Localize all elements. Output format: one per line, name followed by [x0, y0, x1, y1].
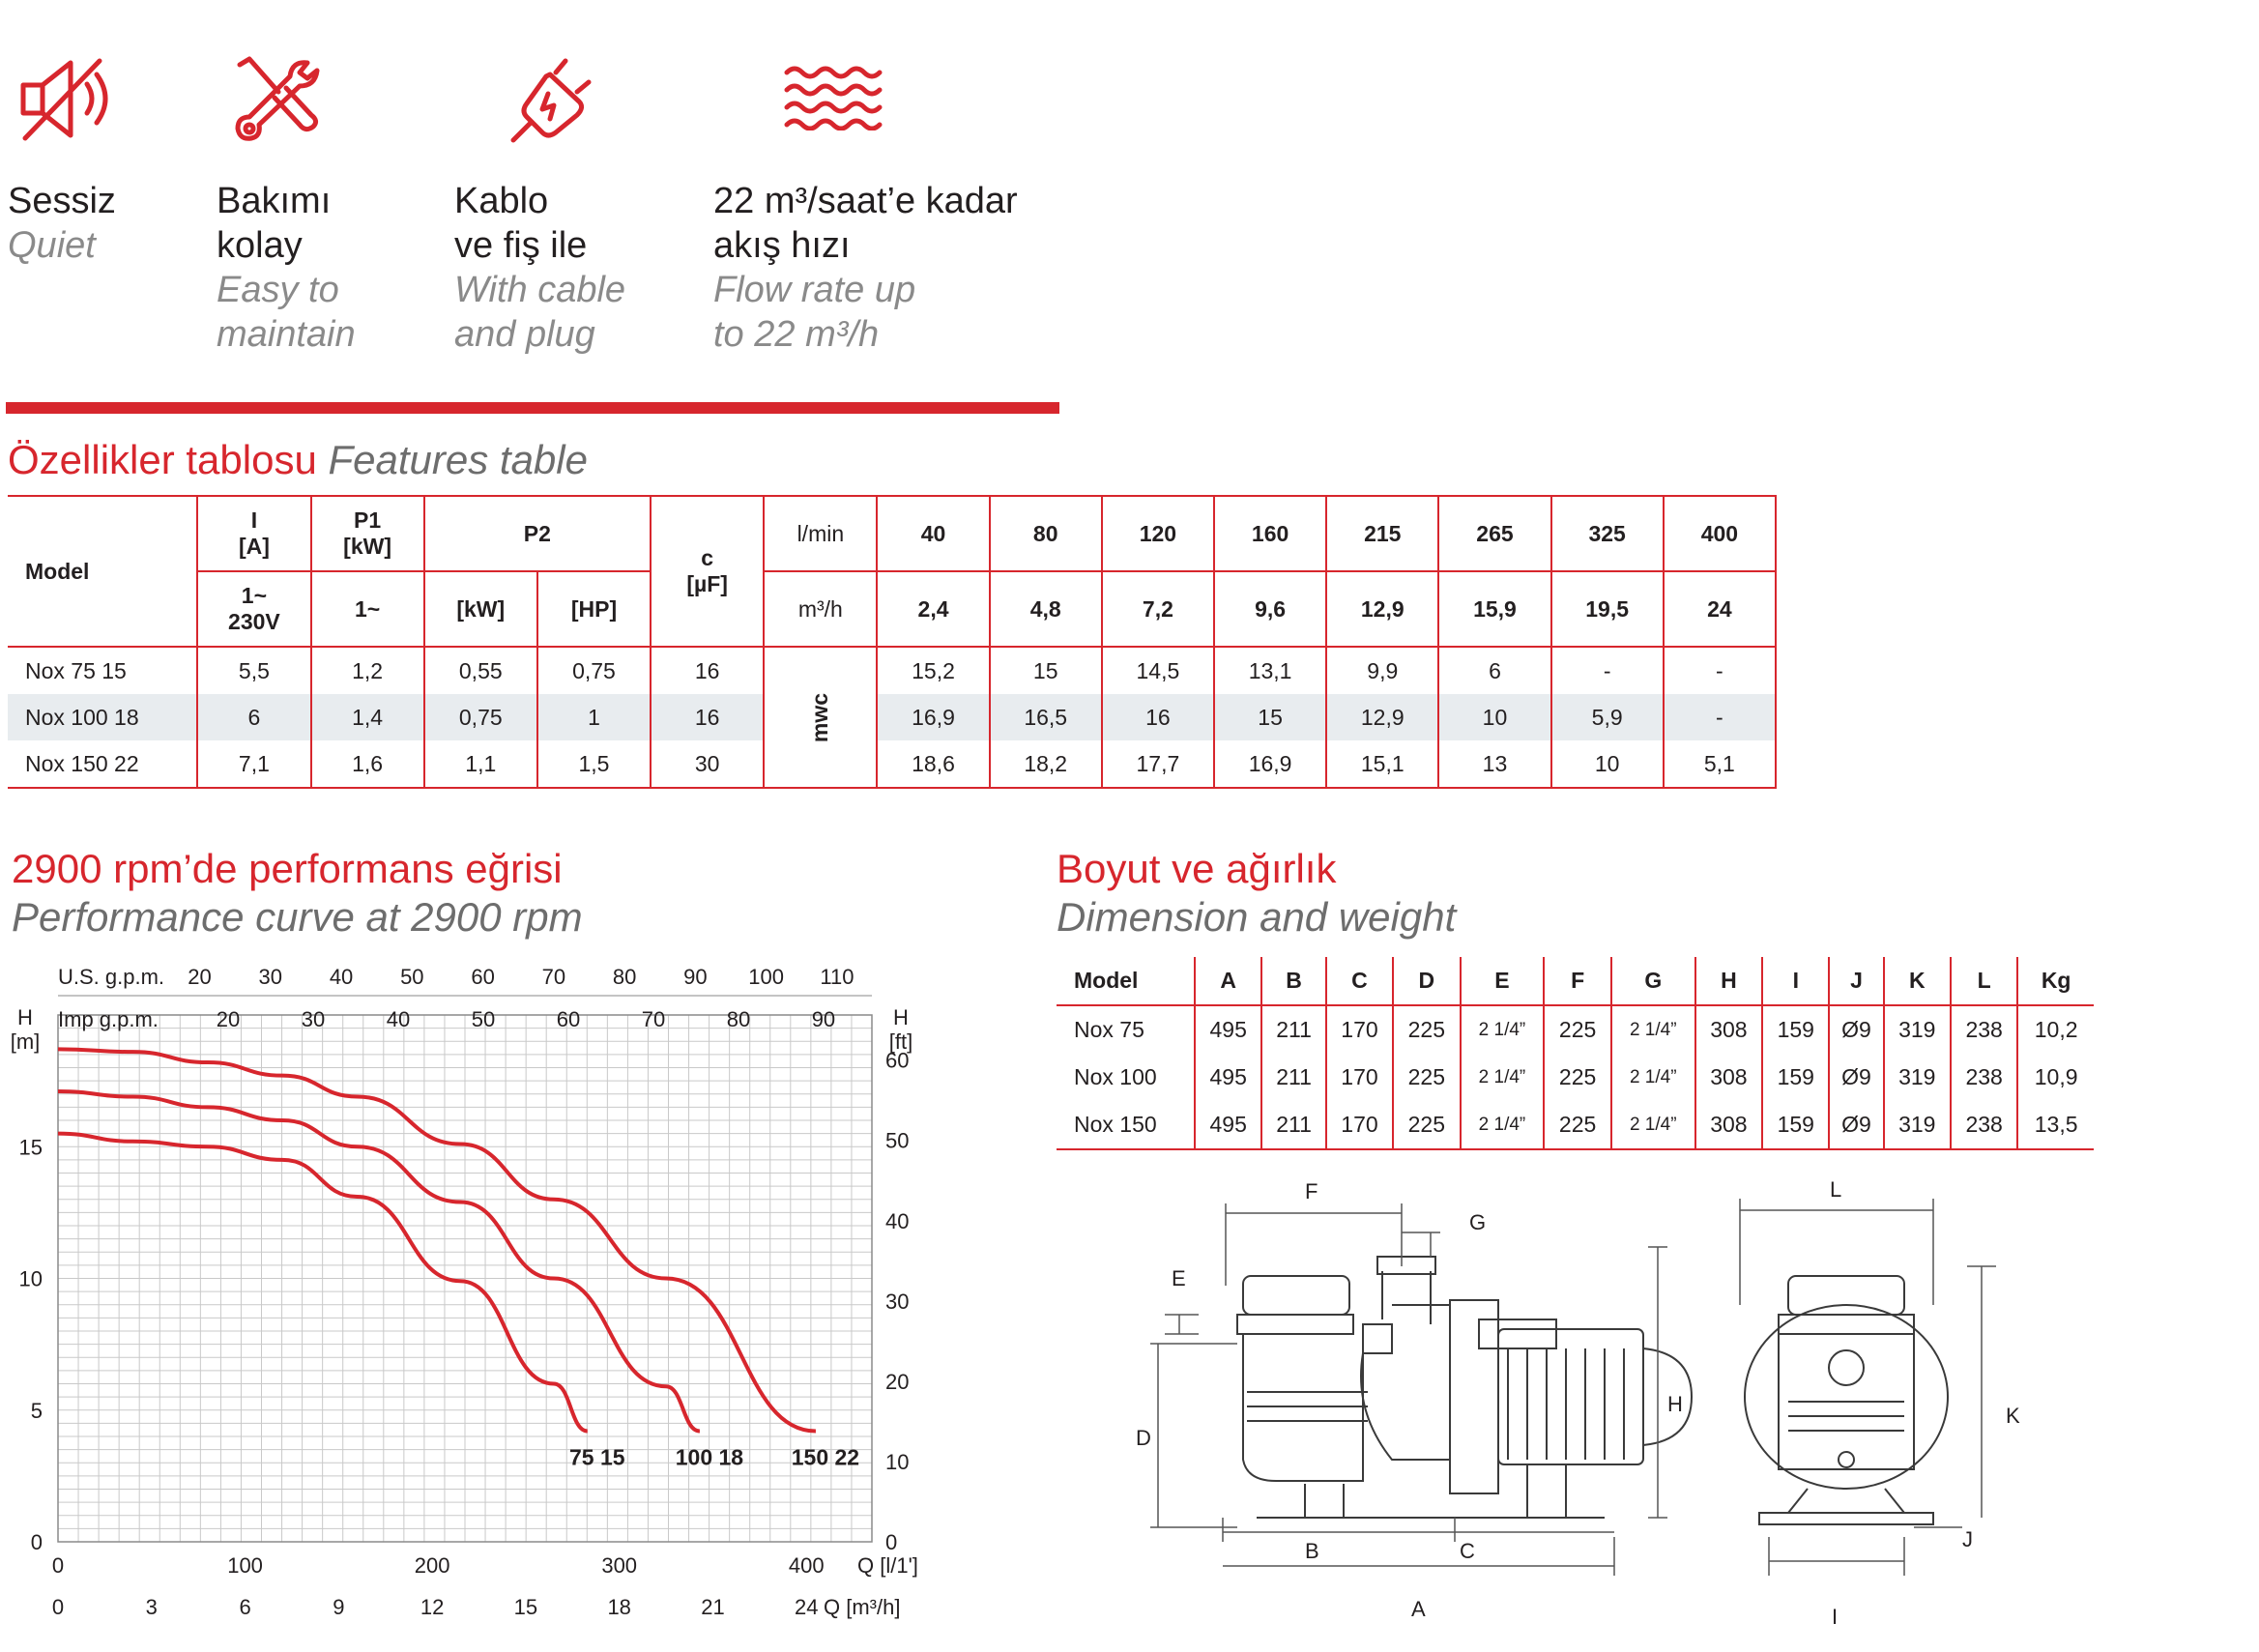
dim-cell: 211	[1261, 1101, 1325, 1149]
dim-header: I	[1762, 957, 1829, 1005]
row-model: Nox 100 18	[8, 694, 197, 740]
dim-cell: 159	[1762, 1101, 1829, 1149]
row-head: 18,2	[990, 740, 1102, 788]
usgpm-tick-label: 20	[188, 965, 212, 989]
label-e: E	[1172, 1266, 1186, 1290]
feature-easy-maintain	[217, 179, 356, 357]
row-head: 12,9	[1326, 694, 1438, 740]
row-hp: 0,75	[537, 647, 651, 694]
series-line	[58, 1049, 816, 1431]
dim-cell: 308	[1695, 1101, 1762, 1149]
row-p1: 1,2	[311, 647, 424, 694]
dim-header: D	[1393, 957, 1460, 1005]
flow-m3h: 12,9	[1326, 571, 1438, 647]
feature-tr-line: ve fiş ile	[454, 225, 588, 266]
y2-tick-label: 30	[885, 1289, 910, 1314]
feature-tr-line: 22 m³/saat’e kadar	[713, 181, 1018, 221]
dim-header: A	[1195, 957, 1261, 1005]
table-row	[1057, 1101, 2094, 1149]
muted-speaker-icon	[17, 53, 119, 145]
m3h-tick-label: 6	[239, 1595, 251, 1619]
x-tick-label: 100	[227, 1553, 263, 1578]
tools-icon	[232, 53, 324, 145]
row-head: 13	[1438, 740, 1550, 788]
dim-cell: 319	[1884, 1005, 1951, 1054]
usgpm-tick-label: 30	[258, 965, 283, 989]
flow-lmin: 120	[1102, 496, 1214, 571]
header-p1	[311, 496, 424, 571]
header-capacitor	[651, 496, 764, 647]
dim-cell: 495	[1195, 1005, 1261, 1054]
table-row	[1057, 1054, 2094, 1101]
y-tick-label: 0	[30, 1530, 43, 1554]
usgpm-tick-label: 80	[612, 965, 637, 989]
dim-cell: 225	[1544, 1101, 1610, 1149]
header-current	[197, 496, 310, 571]
row-hp: 1	[537, 694, 651, 740]
dim-cell: 211	[1261, 1054, 1325, 1101]
flow-m3h: 15,9	[1438, 571, 1550, 647]
row-current: 6	[197, 694, 310, 740]
m3h-tick-label: 0	[51, 1595, 65, 1619]
dim-cell: 170	[1326, 1005, 1393, 1054]
y2-tick-label: 10	[885, 1449, 910, 1474]
pump-dimension-drawing	[1112, 1170, 2088, 1643]
label-b: B	[1305, 1539, 1319, 1563]
header-current-sub1: 1~	[241, 583, 268, 608]
usgpm-tick-label: 110	[820, 965, 854, 989]
x-tick-label: 0	[51, 1553, 65, 1578]
feature-en-line: Quiet	[8, 225, 96, 266]
water-waves-icon	[783, 63, 884, 130]
performance-chart	[0, 957, 967, 1652]
impgpm-tick-label: 70	[641, 1007, 666, 1031]
flow-lmin: 160	[1214, 496, 1326, 571]
performance-title-tr: 2900 rpm’de performans eğrisi	[12, 846, 563, 891]
dim-cell: 2 1/4”	[1611, 1005, 1695, 1054]
label-j: J	[1962, 1527, 1973, 1551]
y2-tick-label: 50	[885, 1128, 910, 1153]
header-lmin: l/min	[764, 496, 877, 571]
m3h-axis-label: Q [m³/h]	[824, 1595, 901, 1619]
usgpm-tick-label: 60	[471, 965, 495, 989]
dim-cell: Nox 100	[1074, 1064, 1157, 1089]
y2-axis-label: H	[893, 1005, 909, 1029]
features-table	[8, 495, 1777, 789]
dim-cell: 211	[1261, 1005, 1325, 1054]
dim-cell: 238	[1951, 1005, 2017, 1054]
impgpm-tick-label: 50	[471, 1007, 496, 1031]
dimension-lines	[1150, 1199, 1996, 1576]
row-hp: 1,5	[537, 740, 651, 788]
series-label: 75 15	[569, 1444, 625, 1470]
x-tick-label: 400	[788, 1553, 825, 1578]
dim-cell: 225	[1544, 1005, 1610, 1054]
dim-cell: 225	[1544, 1054, 1610, 1101]
y2-tick-label: 40	[885, 1208, 910, 1233]
row-head: -	[1664, 647, 1776, 694]
header-current-label: I	[250, 507, 258, 533]
row-head: 15	[1214, 694, 1326, 740]
dim-header: L	[1951, 957, 2017, 1005]
header-p1-sub: 1~	[311, 571, 424, 647]
dim-cell: 225	[1393, 1005, 1460, 1054]
impgpm-tick-label: 20	[216, 1007, 241, 1031]
dim-cell: 2 1/4”	[1461, 1005, 1545, 1054]
dim-cell: 2 1/4”	[1461, 1101, 1545, 1149]
row-kw: 0,75	[424, 694, 537, 740]
row-kw: 0,55	[424, 647, 537, 694]
label-f: F	[1305, 1179, 1318, 1203]
dim-cell: 319	[1884, 1054, 1951, 1101]
m3h-tick-label: 3	[145, 1595, 158, 1619]
y2-tick-label: 0	[885, 1530, 898, 1554]
label-c: C	[1460, 1539, 1475, 1563]
impgpm-axis-label: Imp g.p.m.	[58, 1007, 159, 1031]
row-head: 15	[990, 647, 1102, 694]
dim-header: J	[1829, 957, 1883, 1005]
header-capacitor-label: c	[701, 545, 714, 570]
usgpm-axis-label: U.S. g.p.m.	[58, 965, 165, 989]
feature-flow-rate	[713, 179, 1018, 357]
label-a: A	[1411, 1597, 1426, 1621]
row-head: 10	[1438, 694, 1550, 740]
features-title-tr: Özellikler tablosu	[8, 437, 317, 482]
feature-en-line: maintain	[217, 314, 356, 355]
features-table-title	[8, 437, 588, 483]
row-head: 15,1	[1326, 740, 1438, 788]
dim-header: H	[1695, 957, 1762, 1005]
performance-title-en: Performance curve at 2900 rpm	[12, 894, 583, 940]
usgpm-tick-label: 100	[748, 965, 784, 989]
row-head: 13,1	[1214, 647, 1326, 694]
row-capacitor: 16	[651, 694, 764, 740]
header-current-sub	[197, 571, 310, 647]
feature-en-line: and plug	[454, 314, 595, 355]
y-tick-label: 5	[30, 1398, 43, 1423]
usgpm-tick-label: 50	[400, 965, 424, 989]
dim-cell: 308	[1695, 1005, 1762, 1054]
dim-header: G	[1611, 957, 1695, 1005]
dim-cell: 308	[1695, 1054, 1762, 1101]
row-head: 10	[1551, 740, 1664, 788]
row-head: 6	[1438, 647, 1550, 694]
dim-cell: 170	[1326, 1054, 1393, 1101]
x-tick-label: 200	[414, 1553, 450, 1578]
dim-header: Kg	[2017, 957, 2094, 1005]
table-row	[8, 694, 1776, 740]
header-hp: [HP]	[537, 571, 651, 647]
header-p2: P2	[424, 496, 651, 571]
m3h-tick-label: 21	[701, 1595, 725, 1619]
row-head: 16,9	[1214, 740, 1326, 788]
row-model: Nox 150 22	[8, 740, 197, 788]
header-p1-unit: [kW]	[343, 534, 391, 559]
usgpm-tick-label: 90	[683, 965, 708, 989]
dim-cell: 495	[1195, 1054, 1261, 1101]
dim-header: K	[1884, 957, 1951, 1005]
feature-cable-plug	[454, 179, 625, 357]
section-divider	[6, 402, 1059, 414]
feature-tr-line: kolay	[217, 225, 303, 266]
flow-lmin: 325	[1551, 496, 1664, 571]
dim-cell: 10,2	[2017, 1005, 2094, 1054]
feature-en-line: Easy to	[217, 270, 339, 310]
flow-m3h: 2,4	[877, 571, 989, 647]
pump-side-view	[1237, 1257, 1692, 1518]
impgpm-tick-label: 80	[726, 1007, 751, 1031]
usgpm-tick-label: 40	[329, 965, 354, 989]
label-i: I	[1832, 1605, 1839, 1629]
label-d: D	[1136, 1426, 1151, 1450]
row-p1: 1,4	[311, 694, 424, 740]
row-head: 14,5	[1102, 647, 1214, 694]
dim-cell: 2 1/4”	[1611, 1101, 1695, 1149]
dim-cell: 2 1/4”	[1611, 1054, 1695, 1101]
flow-m3h: 19,5	[1551, 571, 1664, 647]
label-l: L	[1830, 1177, 1842, 1202]
dim-cell: Nox 150	[1057, 1101, 1195, 1149]
dim-header: E	[1461, 957, 1545, 1005]
y2-tick-label: 20	[885, 1369, 910, 1394]
y-axis-unit: [m]	[10, 1029, 41, 1054]
table-row	[8, 647, 1776, 694]
y2-tick-label: 60	[885, 1048, 910, 1073]
impgpm-tick-label: 40	[386, 1007, 411, 1031]
row-head: 17,7	[1102, 740, 1214, 788]
flow-m3h: 7,2	[1102, 571, 1214, 647]
row-head: -	[1551, 647, 1664, 694]
y-tick-label: 10	[18, 1266, 43, 1291]
flow-m3h: 4,8	[990, 571, 1102, 647]
dim-cell: 10,9	[2017, 1054, 2094, 1101]
row-head: -	[1664, 694, 1776, 740]
row-current: 5,5	[197, 647, 310, 694]
flow-lmin: 265	[1438, 496, 1550, 571]
row-head: 15,2	[877, 647, 989, 694]
flow-lmin: 80	[990, 496, 1102, 571]
row-current: 7,1	[197, 740, 310, 788]
dim-cell: Ø9	[1829, 1005, 1883, 1054]
plug-icon	[507, 53, 599, 145]
header-p1-label: P1	[354, 507, 382, 533]
row-model: Nox 75 15	[8, 647, 197, 694]
x-tick-label: 300	[601, 1553, 638, 1578]
feature-quiet	[8, 179, 116, 268]
row-head: 18,6	[877, 740, 989, 788]
row-kw: 1,1	[424, 740, 537, 788]
flow-lmin: 400	[1664, 496, 1776, 571]
mwc-label: mwc	[807, 692, 833, 742]
usgpm-tick-label: 70	[541, 965, 566, 989]
mwc-cell	[764, 647, 877, 788]
row-head: 16,5	[990, 694, 1102, 740]
y-tick-label: 15	[18, 1135, 43, 1160]
header-model: Model	[8, 496, 197, 647]
feature-en-line: to 22 m³/h	[713, 314, 880, 355]
y2-axis-unit: [ft]	[888, 1029, 913, 1054]
dim-cell: 238	[1951, 1054, 2017, 1101]
flow-lmin: 215	[1326, 496, 1438, 571]
m3h-tick-label: 24	[795, 1595, 819, 1619]
feature-en-line: With cable	[454, 270, 626, 310]
dim-cell: 225	[1393, 1054, 1460, 1101]
impgpm-tick-label: 60	[556, 1007, 581, 1031]
dim-cell: 13,5	[2017, 1101, 2094, 1149]
series-label: 150 22	[791, 1444, 860, 1470]
features-title-en: Features table	[328, 437, 588, 482]
x-axis-label: Q [l/1']	[857, 1553, 918, 1578]
y-axis-label: H	[17, 1005, 33, 1029]
series-label: 100 18	[675, 1444, 744, 1470]
row-p1: 1,6	[311, 740, 424, 788]
dim-header: C	[1326, 957, 1393, 1005]
row-head: 5,9	[1551, 694, 1664, 740]
flow-m3h: 24	[1664, 571, 1776, 647]
dim-header: Model	[1057, 957, 1195, 1005]
header-current-unit: [A]	[238, 534, 270, 559]
table-row	[8, 740, 1776, 788]
dim-cell: 495	[1195, 1101, 1261, 1149]
dimension-title-en: Dimension and weight	[1057, 894, 1457, 940]
dim-cell: Ø9	[1829, 1054, 1883, 1101]
m3h-tick-label: 12	[420, 1595, 445, 1619]
impgpm-tick-label: 90	[811, 1007, 836, 1031]
row-head: 16,9	[877, 694, 989, 740]
row-head: 5,1	[1664, 740, 1776, 788]
m3h-tick-label: 9	[333, 1595, 345, 1619]
dimension-header-row	[1057, 957, 2094, 1005]
dimension-table	[1057, 957, 2094, 1150]
dim-cell: 2 1/4”	[1461, 1054, 1545, 1101]
dimension-title-tr: Boyut ve ağırlık	[1057, 846, 1337, 891]
dim-cell: 170	[1326, 1101, 1393, 1149]
flow-lmin: 40	[877, 496, 989, 571]
feature-tr-line: akış hızı	[713, 225, 851, 266]
row-capacitor: 30	[651, 740, 764, 788]
dim-cell: 159	[1762, 1005, 1829, 1054]
row-capacitor: 16	[651, 647, 764, 694]
dim-header: B	[1261, 957, 1325, 1005]
dim-cell: Ø9	[1829, 1101, 1883, 1149]
label-h: H	[1667, 1392, 1683, 1416]
header-kw: [kW]	[424, 571, 537, 647]
feature-en-line: Flow rate up	[713, 270, 916, 310]
row-head: 9,9	[1326, 647, 1438, 694]
dim-cell: 319	[1884, 1101, 1951, 1149]
header-capacitor-unit: [µF]	[686, 571, 728, 596]
label-k: K	[2006, 1404, 2020, 1428]
dim-cell: Nox 75	[1074, 1017, 1144, 1042]
header-m3h: m³/h	[764, 571, 877, 647]
dim-cell: 238	[1951, 1101, 2017, 1149]
m3h-tick-label: 18	[607, 1595, 631, 1619]
row-head: 16	[1102, 694, 1214, 740]
label-g: G	[1469, 1210, 1487, 1234]
dim-cell: 225	[1393, 1101, 1460, 1149]
header-current-sub2: 230V	[228, 609, 280, 634]
feature-tr-line: Kablo	[454, 181, 549, 221]
impgpm-tick-label: 30	[301, 1007, 326, 1031]
pump-front-view	[1745, 1276, 1948, 1524]
table-row	[1057, 1005, 2094, 1054]
dim-header: F	[1544, 957, 1610, 1005]
feature-tr-line: Sessiz	[8, 181, 116, 221]
flow-m3h: 9,6	[1214, 571, 1326, 647]
m3h-tick-label: 15	[513, 1595, 538, 1619]
feature-tr-line: Bakımı	[217, 181, 332, 221]
dim-cell: 159	[1762, 1054, 1829, 1101]
